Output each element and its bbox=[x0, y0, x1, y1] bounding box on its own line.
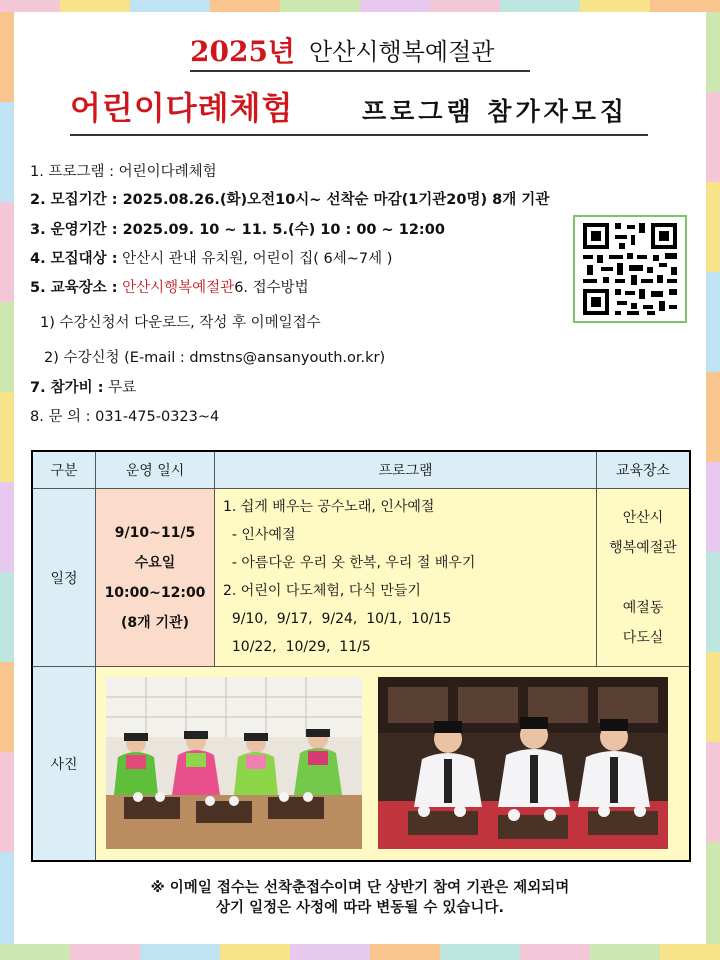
program-line: 9/10, 9/17, 9/24, 10/1, 10/15 bbox=[223, 611, 452, 627]
photos-cell bbox=[96, 667, 691, 862]
place-cell bbox=[597, 489, 691, 667]
decorative-border-bottom bbox=[0, 944, 720, 960]
program-line: 2. 어린이 다도체험, 다식 만들기 bbox=[223, 583, 421, 599]
info-label: 2. 모집기간 : bbox=[30, 192, 118, 208]
qr-code-icon bbox=[575, 217, 685, 321]
place-line: 안산시 bbox=[622, 509, 664, 526]
info-value: 2025.08.26.(화)오전10시~ 선착순 마감(1기관20명) 8개 기관 bbox=[122, 192, 550, 208]
info-line-program bbox=[30, 162, 217, 182]
info-value: 안산시 관내 유치원, 어린이 집( 6세~7세 ) bbox=[122, 251, 393, 267]
table-header-cell: 운영 일시 bbox=[96, 451, 215, 489]
place-line: 예절동 bbox=[622, 599, 664, 616]
decorative-border-top bbox=[0, 0, 720, 12]
header-title bbox=[190, 30, 530, 72]
info-line-operation bbox=[30, 220, 445, 240]
info-label: 7. 참가비 : bbox=[30, 380, 104, 396]
date-line: 10:00~12:00 bbox=[104, 584, 206, 601]
footer-notice bbox=[40, 878, 680, 918]
table-header-cell: 구분 bbox=[32, 451, 96, 489]
info-line-apply-1: 1) 수강신청서 다운로드, 작성 후 이메일접수 bbox=[40, 315, 321, 331]
table-row-photos bbox=[32, 667, 690, 862]
info-line-target bbox=[30, 249, 392, 269]
footer-line: 상기 일정은 사정에 따라 변동될 수 있습니다. bbox=[216, 900, 504, 916]
decorative-border-left bbox=[0, 12, 14, 944]
info-label: 4. 모집대상 : bbox=[30, 251, 118, 267]
info-line-fee bbox=[30, 378, 136, 398]
program-title bbox=[70, 86, 648, 136]
info-label: 5. 교육장소 : bbox=[30, 280, 118, 296]
place-line: 행복예절관 bbox=[609, 539, 677, 556]
info-value: 6. 접수방법 bbox=[234, 280, 309, 296]
title-org: 안산시행복예절관 bbox=[308, 38, 495, 66]
children-tea-ceremony-photo-2 bbox=[378, 677, 668, 849]
info-line-apply-2: 2) 수강신청 (E-mail : dmstns@ansanyouth.or.kr) bbox=[44, 350, 386, 366]
program-cell bbox=[215, 489, 597, 667]
date-cell bbox=[96, 489, 215, 667]
info-line-period bbox=[30, 190, 549, 210]
row-label: 사진 bbox=[32, 667, 96, 862]
info-value: 2025.09. 10 ~ 11. 5.(수) 10 : 00 ~ 12:00 bbox=[122, 222, 445, 238]
table-row-schedule bbox=[32, 489, 690, 667]
program-name: 어린이다례체험 bbox=[70, 89, 294, 127]
date-line: 수요일 bbox=[134, 554, 176, 571]
info-line-place bbox=[30, 278, 309, 298]
table-header-cell: 프로그램 bbox=[215, 451, 597, 489]
date-line: 9/10~11/5 bbox=[114, 524, 196, 541]
place-line bbox=[597, 563, 689, 593]
info-label: 3. 운영기간 : bbox=[30, 222, 118, 238]
date-line: (8개 기관) bbox=[121, 614, 189, 631]
table-header-row bbox=[32, 451, 690, 489]
program-line: 10/22, 10/29, 11/5 bbox=[223, 639, 371, 655]
schedule-table bbox=[31, 450, 691, 862]
recruit-label: 프로그램 참가자모집 bbox=[362, 97, 629, 126]
program-line: - 인사예절 bbox=[223, 527, 296, 543]
table-header-cell: 교육장소 bbox=[597, 451, 691, 489]
place-line: 다도실 bbox=[622, 629, 664, 646]
info-line-contact: 8. 문 의 : 031-475-0323~4 bbox=[30, 409, 220, 425]
qr-code[interactable] bbox=[573, 215, 687, 323]
info-value: 어린이다례체험 bbox=[118, 164, 217, 180]
footer-line: ※ 이메일 접수는 선착춘접수이며 단 상반기 참여 기관은 제외되며 bbox=[150, 880, 570, 896]
info-value: 무료 bbox=[108, 380, 137, 396]
title-year: 2025년 bbox=[190, 35, 295, 68]
program-line: 1. 쉽게 배우는 공수노래, 인사예절 bbox=[223, 499, 435, 515]
info-place: 안산시행복예절관 bbox=[122, 280, 235, 296]
children-tea-ceremony-photo-1 bbox=[106, 677, 362, 849]
row-label: 일정 bbox=[32, 489, 96, 667]
program-line: - 아름다운 우리 옷 한복, 우리 절 배우기 bbox=[223, 555, 476, 571]
decorative-border-right bbox=[706, 12, 720, 944]
info-label: 1. 프로그램 : bbox=[30, 164, 114, 180]
